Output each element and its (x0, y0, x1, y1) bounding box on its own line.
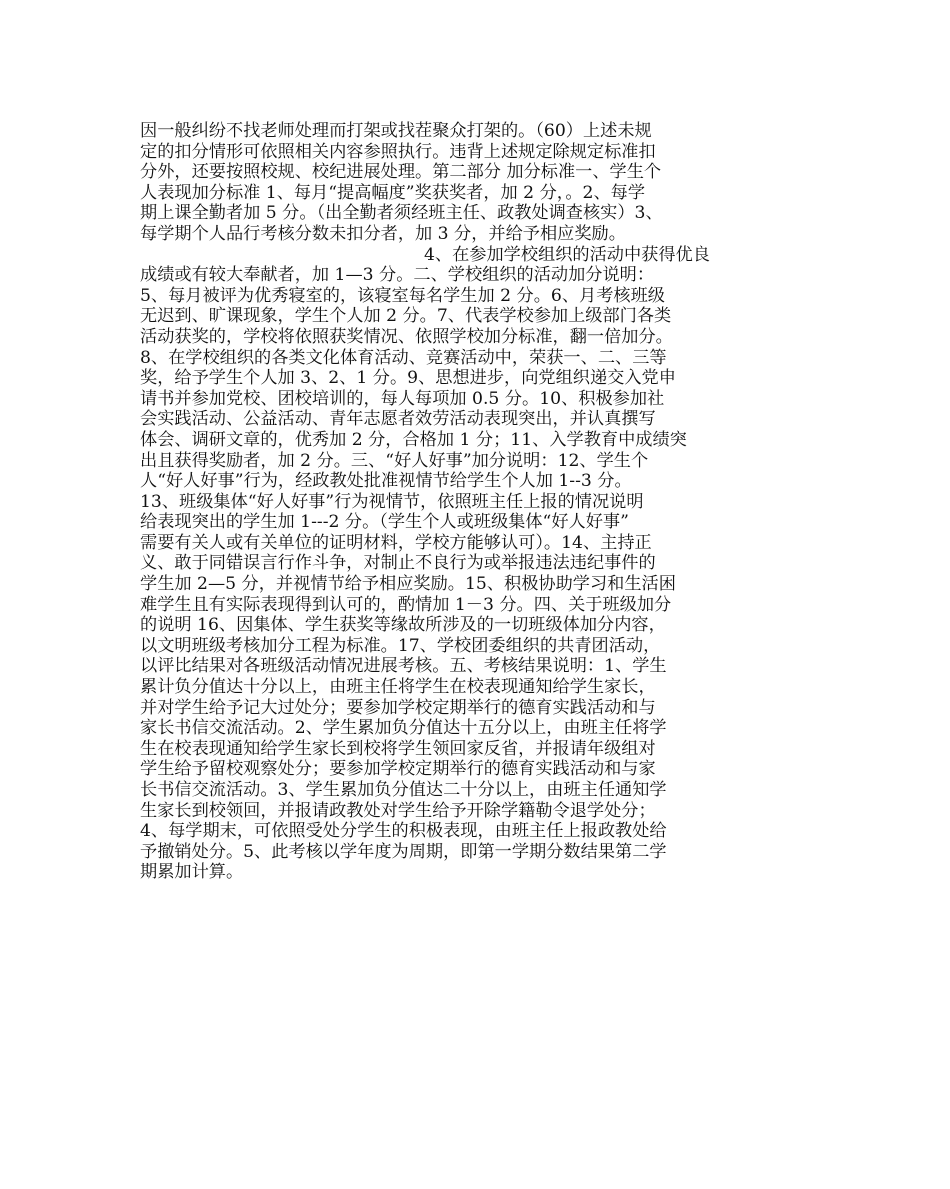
text-line: 分外，还要按照校规、校纪进展处理。第二部分 加分标准一、学生个 (140, 162, 662, 183)
text-line: 需要有关人或有关单位的证明材料，学校方能够认可）。14、主持正 (140, 532, 652, 553)
text-line: 每学期个人品行考核分数未扣分者，加 3 分，并给予相应奖励。 (140, 223, 626, 244)
text-line: 定的扣分情形可依照相关内容参照执行。违背上述规定除规定标准扣 (140, 141, 656, 162)
text-line: 奖，给予学生个人加 3、2、1 分。9、思想进步，向党组织递交入党申 (140, 368, 676, 389)
text-line: 难学生且有实际表现得到认可的，酌情加 1－3 分。四、关于班级加分 (140, 594, 672, 615)
text-line: 请书并参加党校、团校培训的，每人每项加 0.5 分。10、积极参加社 (140, 388, 665, 409)
text-line: 生家长到校领回，并报请政教处对学生给予开除学籍勒令退学处分； (140, 800, 656, 821)
text-line: 以评比结果对各班级活动情况进展考核。五、考核结果说明：1、学生 (140, 656, 667, 677)
document-body (140, 121, 830, 883)
text-line: 学生加 2—5 分，并视情节给予相应奖励。15、积极协助学习和生活困 (140, 574, 676, 595)
text-line: 义、敢于同错误言行作斗争，对制止不良行为或举报违法违纪事件的 (140, 553, 656, 574)
text-line: 出且获得奖励者，加 2 分。三、“好人好事”加分说明：12、学生个 (140, 450, 649, 471)
text-line: 13、班级集体“好人好事”行为视情节，依照班主任上报的情况说明 (140, 491, 644, 512)
text-line: 学生给予留校观察处分；要参加学校定期举行的德育实践活动和与家 (140, 759, 656, 780)
text-line: 5、每月被评为优秀寝室的，该寝室每名学生加 2 分。6、月考核班级 (140, 285, 665, 306)
text-line: 会实践活动、公益活动、青年志愿者效劳活动表现突出，并认真撰写 (140, 409, 656, 430)
text-line: 以文明班级考核加分工程为标准。17、学校团委组织的共青团活动， (140, 635, 661, 656)
text-line: 生在校表现通知给学生家长到校将学生领回家反省，并报请年级组对 (140, 738, 656, 759)
text-line: 期上课全勤者加 5 分。（出全勤者须经班主任、政教处调查核实）3、 (140, 203, 663, 224)
text-line: 期累加计算。 (140, 862, 244, 883)
text-line: 8、在学校组织的各类文化体育活动、竞赛活动中，荣获一、二、三等 (140, 347, 667, 368)
text-line: 给表现突出的学生加 1---2 分。（学生个人或班级集体“好人好事” (140, 512, 629, 533)
text-line: 家长书信交流活动。2、学生累加负分值达十五分以上，由班主任将学 (140, 718, 667, 739)
text-line: 4、每学期末，可依照受处分学生的积极表现，由班主任上报政教处给 (140, 821, 667, 842)
text-line: 累计负分值达十分以上，由班主任将学生在校表现通知给学生家长， (140, 677, 656, 698)
text-line: 无迟到、旷课现象，学生个人加 2 分。7、代表学校参加上级部门各类 (140, 306, 672, 327)
text-line: 的说明 16、因集体、学生获奖等缘故所涉及的一切班级体加分内容， (140, 615, 666, 636)
text-line: 人“好人好事”行为，经政教处批准视情节给学生个人加 1--3 分。 (140, 471, 632, 492)
text-line: 体会、调研文章的，优秀加 2 分，合格加 1 分；11、入学教育中成绩突 (140, 429, 687, 450)
text-line: 长书信交流活动。3、学生累加负分值达二十分以上，由班主任通知学 (140, 780, 667, 800)
text-line: 并对学生给予记大过处分；要参加学校定期举行的德育实践活动和与 (140, 697, 656, 718)
text-line: 予撤销处分。5、此考核以学年度为周期，即第一学期分数结果第二学 (140, 841, 667, 862)
text-line-indented: 4、在参加学校组织的活动中获得优良 (424, 244, 710, 265)
text-line: 活动获奖的，学校将依照获奖情况、依照学校加分标准，翻一倍加分。 (140, 326, 673, 347)
text-line: 成绩或有较大奉献者，加 1—3 分。二、学校组织的活动加分说明： (140, 265, 655, 286)
text-line: 人表现加分标准 1、每月“提高幅度”奖获奖者，加 2 分，。2、每学 (140, 182, 646, 203)
text-line: 因一般纠纷不找老师处理而打架或找茬聚众打架的。（60）上述未规 (140, 121, 652, 141)
